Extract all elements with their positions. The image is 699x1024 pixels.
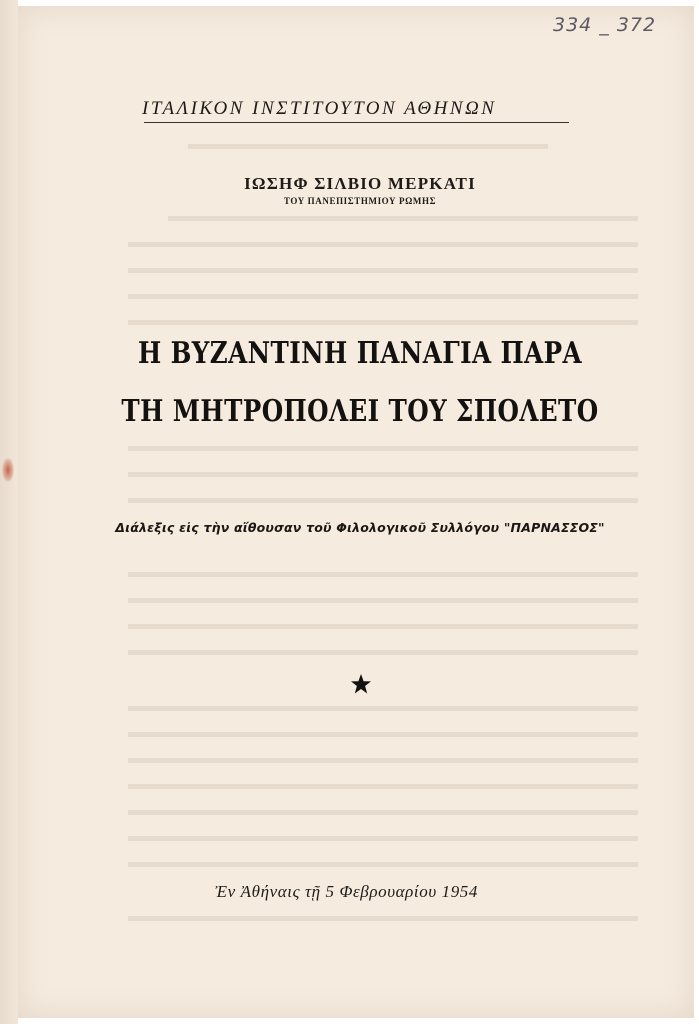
paper-sheet bbox=[18, 6, 694, 1018]
author-name: ΙΩΣΗΦ ΣΙΛΒΙΟ ΜΕΡΚΑΤΙ bbox=[244, 174, 476, 193]
star-icon bbox=[350, 673, 372, 695]
institute-heading: ΙΤΑΛΙΚΟΝ ΙΝΣΤΙΤΟΥΤΟΝ ΑΘΗΝΩΝ bbox=[142, 98, 497, 119]
bleed-through-line bbox=[128, 268, 638, 273]
bleed-through-line bbox=[128, 836, 638, 841]
bleed-through-line bbox=[128, 294, 638, 299]
bleed-through-line bbox=[128, 242, 638, 247]
heading-underline bbox=[144, 122, 569, 123]
lecture-note: Διάλεξις εἰς τὴν αἴθουσαν τοῦ Φιλολογικοῦ Συλλόγου "ΠΑΡΝΑΣΣΟΣ" bbox=[115, 520, 605, 535]
bleed-through-line bbox=[128, 472, 638, 477]
bleed-through-line bbox=[128, 572, 638, 577]
bleed-through-line bbox=[188, 144, 548, 149]
dateline: Ἐν Ἀθήναις τῇ 5 Φεβρουαρίου 1954 bbox=[215, 882, 478, 901]
handwritten-shelfmark: 334 _ 372 bbox=[553, 14, 657, 36]
bleed-through-line bbox=[128, 446, 638, 451]
bleed-through-line bbox=[128, 732, 638, 737]
bleed-through-line bbox=[168, 216, 638, 221]
bleed-through-line bbox=[128, 862, 638, 867]
bleed-through-line bbox=[128, 784, 638, 789]
bleed-through-line bbox=[128, 916, 638, 921]
bleed-through-line bbox=[128, 598, 638, 603]
bleed-through-line bbox=[128, 758, 638, 763]
spine-stain bbox=[2, 458, 14, 482]
bleed-through-line bbox=[128, 650, 638, 655]
bleed-through-line bbox=[128, 624, 638, 629]
bleed-through-line bbox=[128, 498, 638, 503]
author-affiliation: ΤΟΥ ΠΑΝΕΠΙΣΤΗΜΙΟΥ ΡΩΜΗΣ bbox=[283, 196, 437, 206]
title-line-1: Η ΒΥΖΑΝΤΙΝΗ ΠΑΝΑΓΙΑ ΠΑΡΑ bbox=[137, 336, 583, 371]
page-left-edge bbox=[0, 0, 18, 1024]
bleed-through-line bbox=[128, 810, 638, 815]
bleed-through-line bbox=[128, 706, 638, 711]
bleed-through-line bbox=[128, 320, 638, 325]
title-line-2: ΤΗ ΜΗΤΡΟΠΟΛΕΙ ΤΟΥ ΣΠΟΛΕΤΟ bbox=[121, 394, 599, 429]
